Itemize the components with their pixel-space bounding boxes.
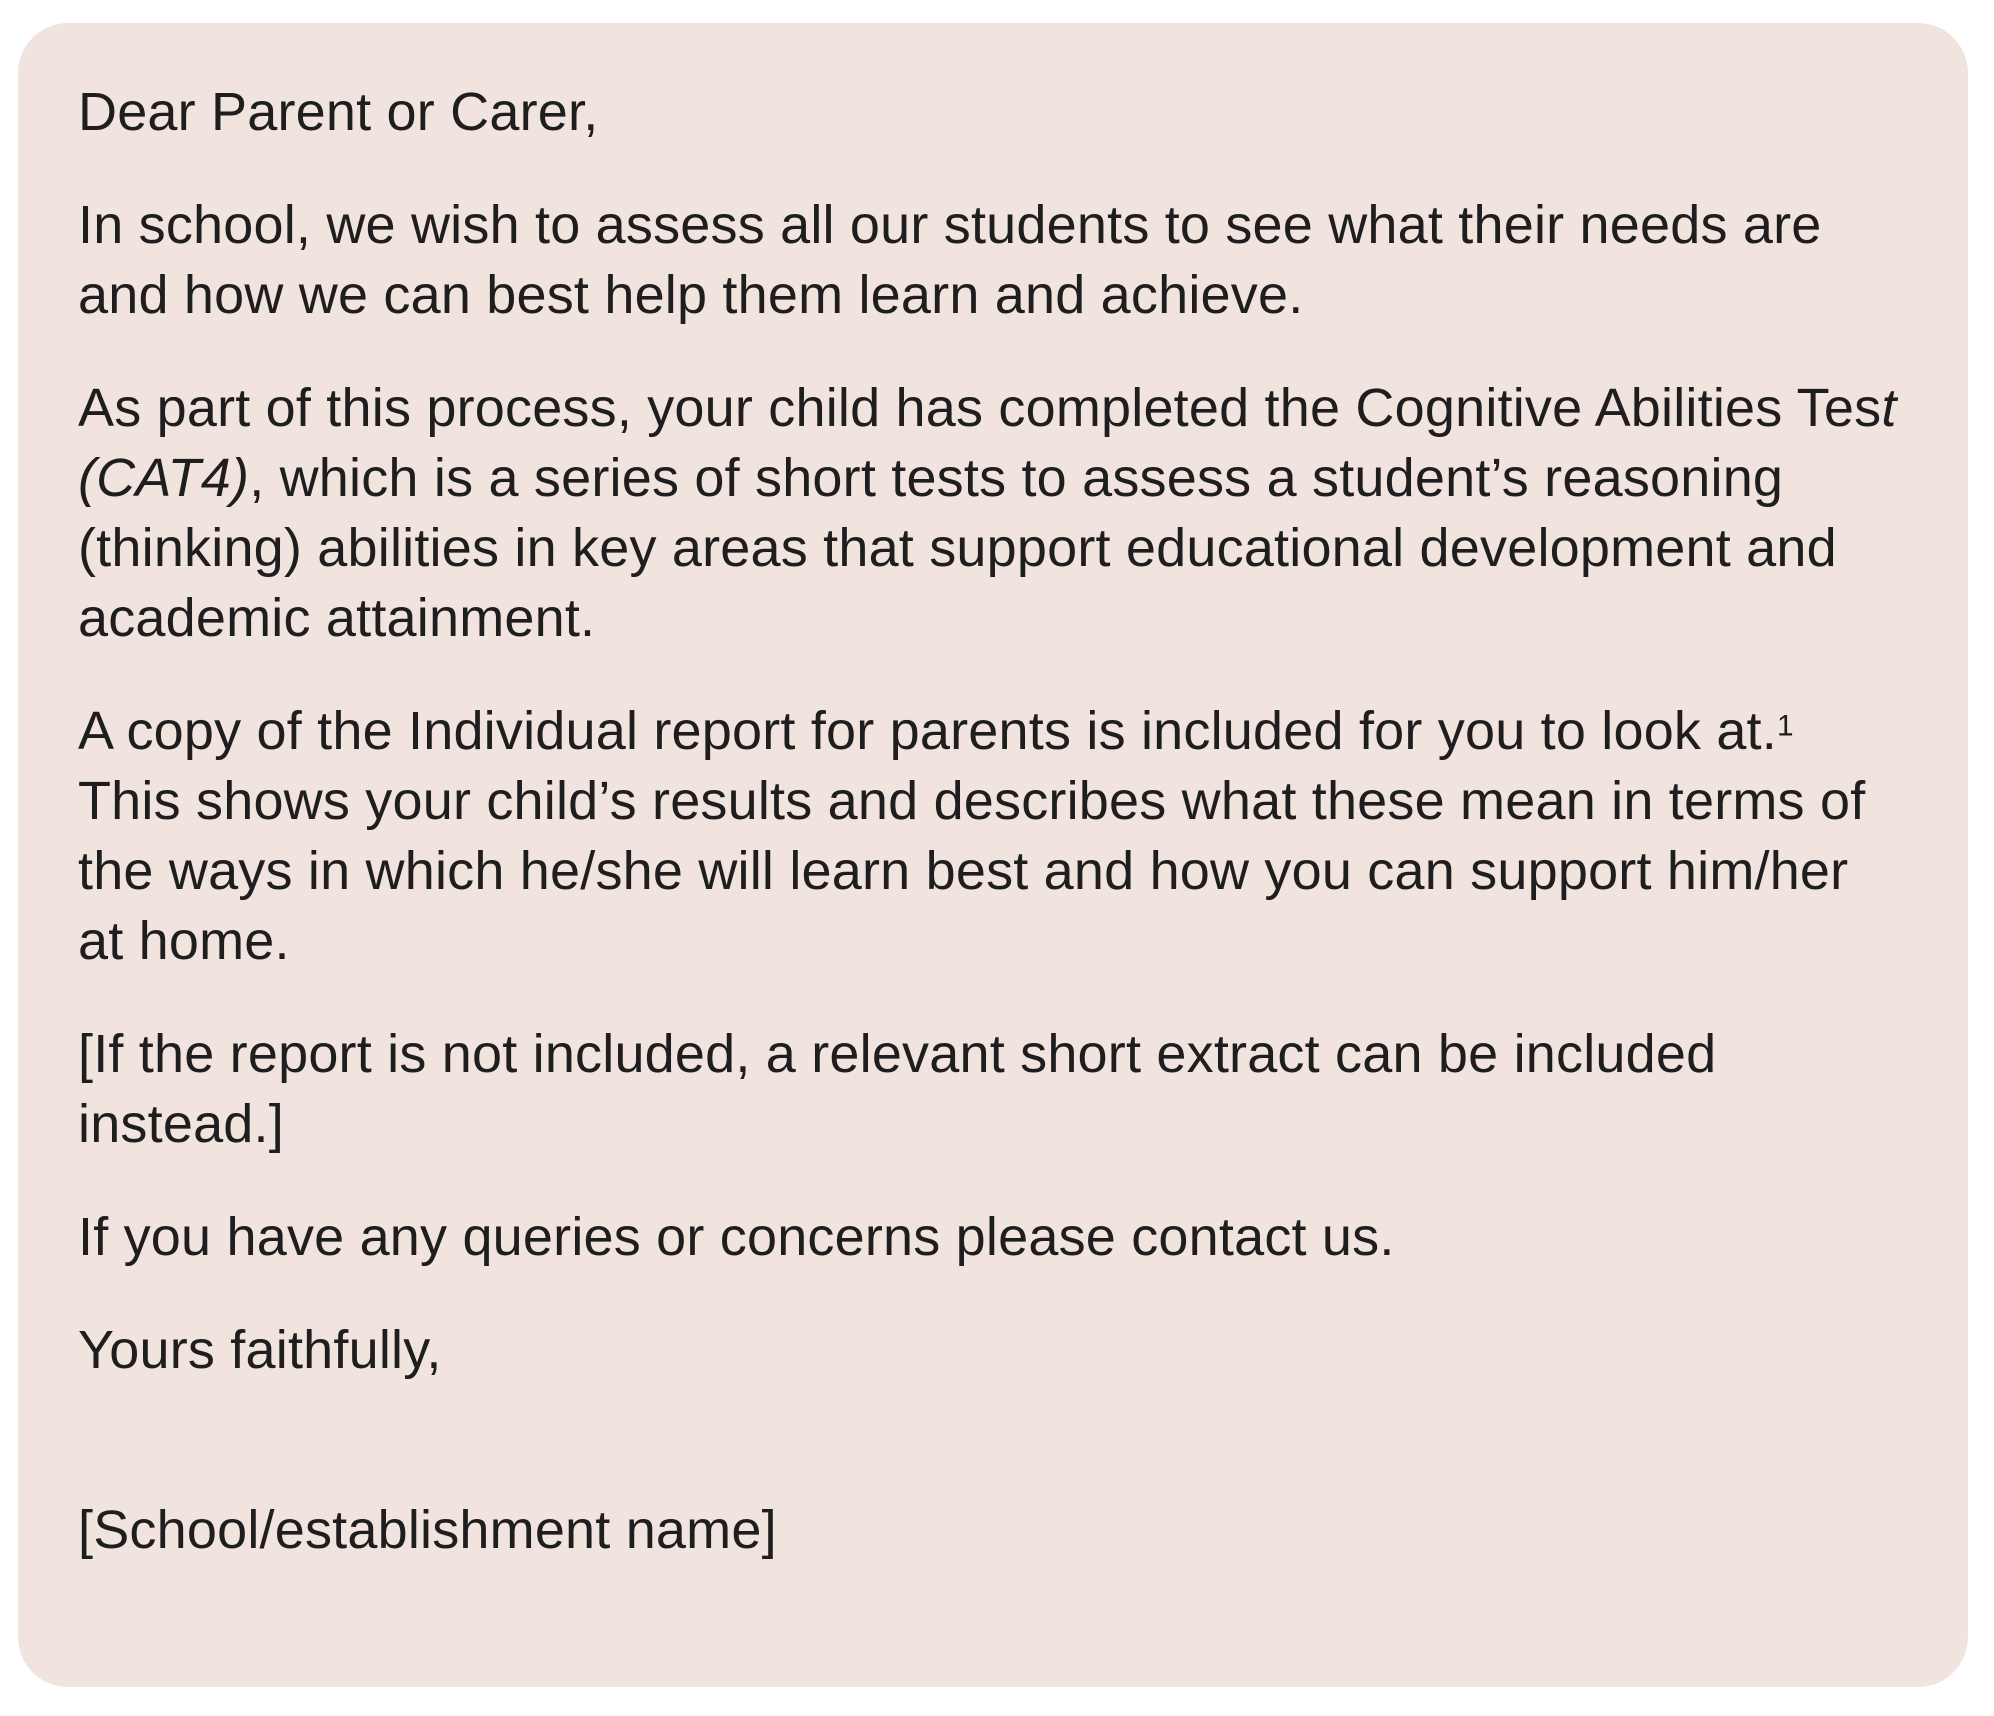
paragraph-report [78,696,1900,976]
paragraph-extract-note: [If the report is not included, a relevant short extract can be included instead.] [78,1024,1717,1154]
cat4-italic-run: t (CAT4) [78,378,1897,508]
report-text-before-marker: A copy of the Individual report for parents is included for you to look at. [78,701,1777,761]
signature-placeholder: [School/establishment name] [78,1500,777,1560]
paragraph-intro: In school, we wish to assess all our students to see what their needs are and how we can best help them learn and achieve. [78,195,1822,325]
paragraph-queries: If you have any queries or concerns please contact us. [78,1207,1395,1267]
cat4-text-before-italic: As part of this process, your child has completed the Cognitive Abilities Tes [78,378,1882,438]
paragraph-cat4 [78,373,1900,653]
closing: Yours faithfully, [78,1320,442,1380]
report-text-after-marker: This shows your child’s results and describes what these mean in terms of the ways in which he/she will learn best and how you can support him/her at home. [78,771,1866,971]
salutation: Dear Parent or Carer, [78,82,599,142]
footnote-marker: 1 [1776,709,1794,743]
cat4-text-after-italic: , which is a series of short tests to assess a student’s reasoning (thinking) abilities in key areas that support educational development and academic attainment. [78,448,1837,648]
letter-card [18,23,1968,1687]
